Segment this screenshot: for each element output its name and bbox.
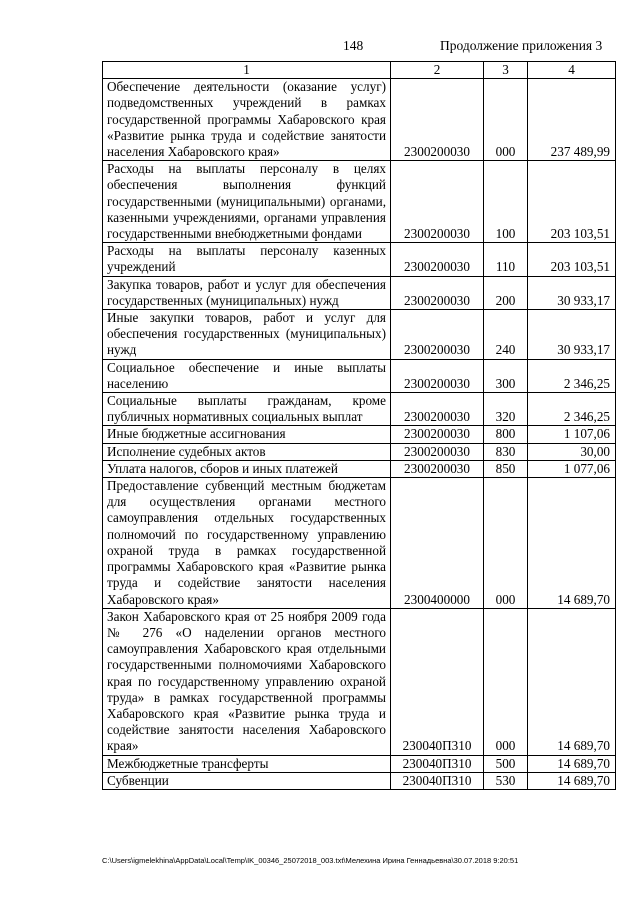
row-kind: 000 (484, 608, 528, 755)
header-col-4: 4 (528, 62, 616, 79)
table-row (103, 755, 616, 772)
row-kind: 000 (484, 79, 528, 161)
header-row (103, 62, 616, 79)
table-row (103, 79, 616, 161)
row-code: 2300200030 (391, 79, 484, 161)
row-kind: 800 (484, 426, 528, 443)
row-kind: 830 (484, 443, 528, 460)
row-kind: 100 (484, 161, 528, 243)
row-code: 230040П310 (391, 755, 484, 772)
row-sum: 30,00 (528, 443, 616, 460)
table-row (103, 478, 616, 609)
table-row (103, 243, 616, 276)
row-kind: 000 (484, 478, 528, 609)
row-code: 2300200030 (391, 426, 484, 443)
row-name: Предоставление субвенций местным бюджетам для осуществления органами местного самоуправления отдельных государственных полномочий по государственному управлению охраной труда в рамках государственной программы Хабаровского края «Развитие рынка труда и содействие занятости населения Хабаровского края» (103, 478, 391, 609)
row-code: 2300200030 (391, 276, 484, 309)
header-col-2: 2 (391, 62, 484, 79)
table-row (103, 161, 616, 243)
row-sum: 14 689,70 (528, 772, 616, 789)
row-code: 2300200030 (391, 460, 484, 477)
row-code: 2300200030 (391, 161, 484, 243)
row-code: 2300200030 (391, 243, 484, 276)
appendix-table (102, 61, 616, 790)
row-name: Закон Хабаровского края от 25 ноября 2009 года № 276 «О наделении органов местного самоуправления Хабаровского края отдельными государственными полномочиями Хабаровского края по государственному управлению охраной труда» в рамках государственной программы Хабаровского края «Развитие рынка труда и содействие занятости населения Хабаровского края» (103, 608, 391, 755)
row-kind: 530 (484, 772, 528, 789)
table-row (103, 310, 616, 360)
row-sum: 203 103,51 (528, 161, 616, 243)
table-row (103, 359, 616, 392)
row-code: 2300200030 (391, 310, 484, 360)
row-code: 230040П310 (391, 608, 484, 755)
row-sum: 2 346,25 (528, 393, 616, 426)
row-kind: 110 (484, 243, 528, 276)
row-kind: 240 (484, 310, 528, 360)
row-name: Расходы на выплаты персоналу казенных учреждений (103, 243, 391, 276)
file-path-footer: C:\Users\igmelekhina\AppData\Local\Temp\IK_00346_25072018_003.txt\Мелехина Ирина Геннадьевна\30.07.2018 9:20:51 (102, 856, 519, 865)
row-kind: 320 (484, 393, 528, 426)
table-row (103, 393, 616, 426)
row-name: Социальное обеспечение и иные выплаты населению (103, 359, 391, 392)
table-row (103, 772, 616, 789)
row-code: 230040П310 (391, 772, 484, 789)
table-row (103, 460, 616, 477)
row-kind: 300 (484, 359, 528, 392)
header-col-1: 1 (103, 62, 391, 79)
row-name: Обеспечение деятельности (оказание услуг) подведомственных учреждений в рамках государственной программы Хабаровского края «Развитие рынка труда и содействие занятости населения Хабаровского края» (103, 79, 391, 161)
row-name: Иные закупки товаров, работ и услуг для обеспечения государственных (муниципальных) нужд (103, 310, 391, 360)
row-sum: 14 689,70 (528, 478, 616, 609)
row-name: Расходы на выплаты персоналу в целях обеспечения выполнения функций государственными (муниципальными) органами, казенными учреждениями, органами управления государственными внебюджетными фондами (103, 161, 391, 243)
row-sum: 1 107,06 (528, 426, 616, 443)
row-sum: 237 489,99 (528, 79, 616, 161)
row-name: Уплата налогов, сборов и иных платежей (103, 460, 391, 477)
row-sum: 14 689,70 (528, 755, 616, 772)
row-sum: 2 346,25 (528, 359, 616, 392)
continuation-label: Продолжение приложения 3 (440, 38, 603, 53)
row-name: Социальные выплаты гражданам, кроме публичных нормативных социальных выплат (103, 393, 391, 426)
row-sum: 30 933,17 (528, 276, 616, 309)
row-name: Иные бюджетные ассигнования (103, 426, 391, 443)
row-sum: 14 689,70 (528, 608, 616, 755)
row-name: Субвенции (103, 772, 391, 789)
row-code: 2300400000 (391, 478, 484, 609)
row-kind: 850 (484, 460, 528, 477)
row-code: 2300200030 (391, 443, 484, 460)
row-sum: 203 103,51 (528, 243, 616, 276)
row-sum: 30 933,17 (528, 310, 616, 360)
table-row (103, 443, 616, 460)
row-kind: 200 (484, 276, 528, 309)
table-row (103, 608, 616, 755)
row-code: 2300200030 (391, 393, 484, 426)
table-row (103, 276, 616, 309)
row-kind: 500 (484, 755, 528, 772)
page-number: 148 (343, 38, 364, 53)
row-code: 2300200030 (391, 359, 484, 392)
row-name: Закупка товаров, работ и услуг для обеспечения государственных (муниципальных) нужд (103, 276, 391, 309)
header-col-3: 3 (484, 62, 528, 79)
table-row (103, 426, 616, 443)
row-name: Межбюджетные трансферты (103, 755, 391, 772)
row-name: Исполнение судебных актов (103, 443, 391, 460)
row-sum: 1 077,06 (528, 460, 616, 477)
